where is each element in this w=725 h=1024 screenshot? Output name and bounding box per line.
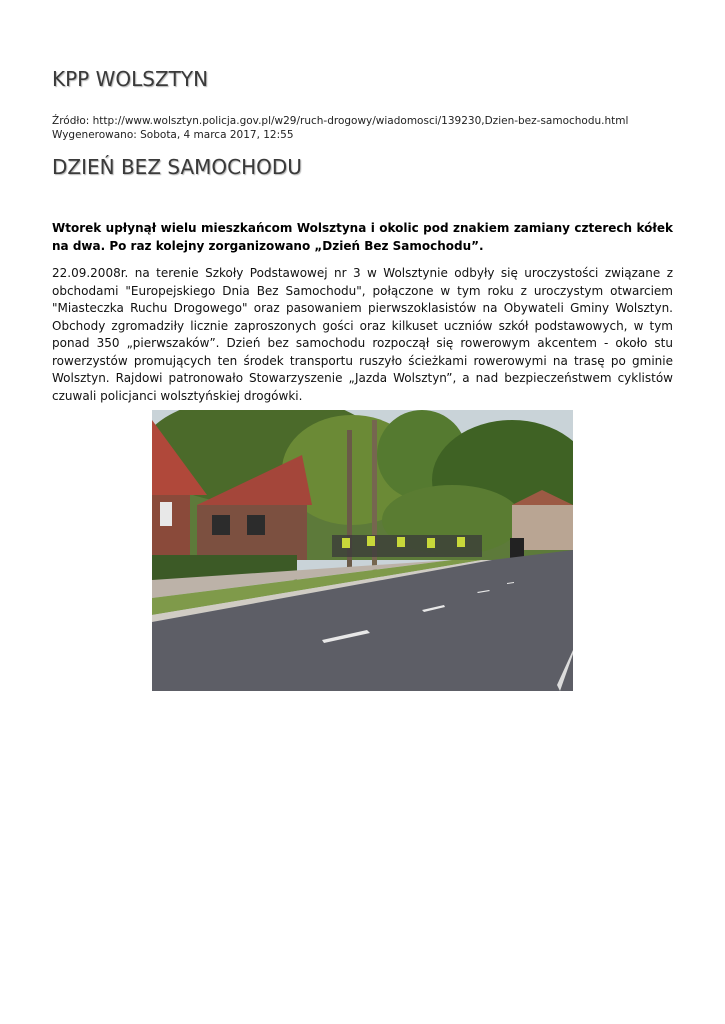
article-body: 22.09.2008r. na terenie Szkoły Podstawowej nr 3 w Wolsztynie odbyły się uroczystości związane z obchodami "Europejskiego Dnia Bez Samochodu", połączone w tym roku z uroczystym otwarciem "Miasteczka Ruchu Drogowego" oraz pasowaniem pierwszoklasistów na Obywateli Gminy Wolsztyn. Obchody zgromadziły licznie zaproszonych gości oraz kilkuset uczniów szkół podstawowych, w tym ponad 350 „pierwszaków”. Dzień bez samochodu rozpoczął się rowerowym akcentem - około stu rowerzystów promujących ten środek transportu ruszyło ścieżkami rowerowymi na trasę po gminie Wolsztyn. Rajdowi patronowało Stowarzyszenie „Jazda Wolsztyn”, a nad bezpieczeństwem cyklistów czuwali policjanci wolsztyńskiej drogówki.	[52, 266, 673, 403]
site-title: KPP WOLSZTYN	[52, 67, 209, 91]
generated-line: Wygenerowano: Sobota, 4 marca 2017, 12:55	[52, 129, 294, 141]
document-meta	[52, 114, 628, 142]
article-photo	[152, 410, 573, 691]
article-lead: Wtorek upłynął wielu mieszkańcom Wolsztyna i okolic pod znakiem zamiany czterech kółek na dwa. Po raz kolejny zorganizowano „Dzień Bez Samochodu”.	[52, 221, 673, 253]
article-title: DZIEŃ BEZ SAMOCHODU	[52, 155, 302, 179]
source-line: Źródło: http://www.wolsztyn.policja.gov.pl/w29/ruch-drogowy/wiadomosci/139230,Dzien-bez-samochodu.html	[52, 115, 629, 127]
